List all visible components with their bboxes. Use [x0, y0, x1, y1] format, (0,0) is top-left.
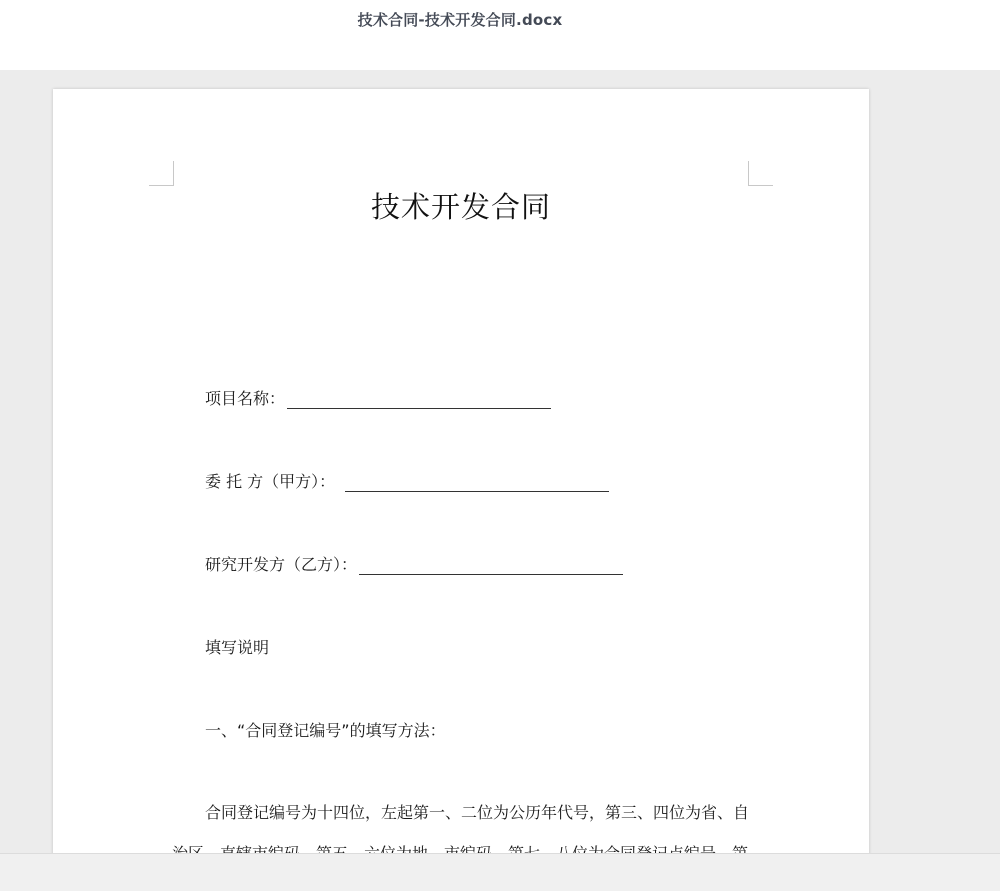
document-viewer[interactable]	[0, 70, 1000, 853]
field-client	[205, 469, 609, 492]
field-label: 研究开发方（乙方）：	[205, 555, 358, 574]
field-label: 项目名称：	[205, 389, 286, 408]
document-page	[53, 89, 869, 889]
title-bar	[0, 0, 1000, 70]
paragraph-section-one: 一、“合同登记编号”的填写方法：	[205, 721, 446, 740]
document-title: 技术开发合同	[370, 190, 551, 224]
field-label: 委 托 方（甲方）：	[205, 472, 336, 491]
margin-corner-top-left	[149, 161, 174, 186]
paragraph-body-line: 合同登记编号为十四位，左起第一、二位为公历年代号，第三、四位为省、自	[205, 803, 750, 822]
file-title: 技术合同-技术开发合同.docx	[357, 11, 563, 29]
fill-in-blank-line	[287, 394, 551, 409]
margin-corner-top-right	[748, 161, 773, 186]
field-developer	[205, 552, 623, 575]
fill-in-blank-line	[345, 477, 609, 492]
field-project-name	[205, 386, 551, 409]
paragraph-instructions-heading: 填写说明	[205, 638, 270, 657]
fill-in-blank-line	[359, 560, 623, 575]
bottom-bar	[0, 853, 1000, 891]
